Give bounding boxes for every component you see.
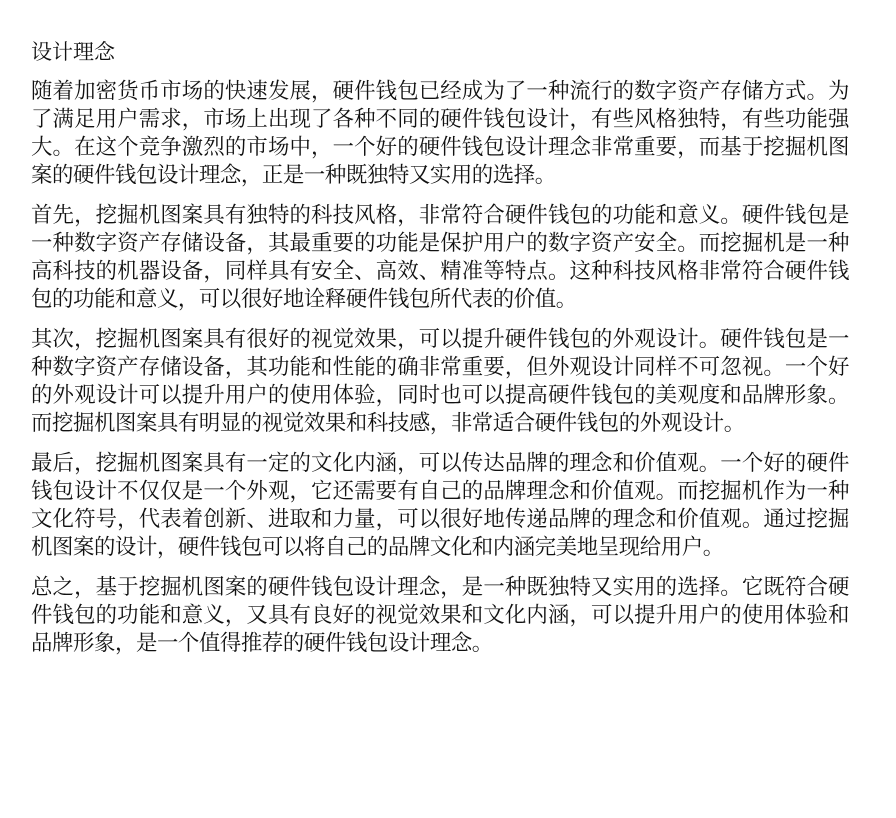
paragraph-first: 首先，挖掘机图案具有独特的科技风格，非常符合硬件钱包的功能和意义。硬件钱包是一种数字资产存储设备，其最重要的功能是保护用户的数字资产安全。而挖掘机是一种高科技的机器设备，同样具有安全、高效、精准等特点。这种科技风格非常符合硬件钱包的功能和意义，可以很好地诠释硬件钱包所代表的价值。 [31, 203, 849, 312]
paragraph-conclusion: 总之，基于挖掘机图案的硬件钱包设计理念，是一种既独特又实用的选择。它既符合硬件钱包的功能和意义，又具有良好的视觉效果和文化内涵，可以提升用户的使用体验和品牌形象，是一个值得推荐的硬件钱包设计理念。 [31, 575, 849, 656]
document-body [31, 38, 849, 670]
document-title: 设计理念 [31, 40, 115, 64]
paragraph-last: 最后，挖掘机图案具有一定的文化内涵，可以传达品牌的理念和价值观。一个好的硬件钱包设计不仅仅是一个外观，它还需要有自己的品牌理念和价值观。而挖掘机作为一种文化符号，代表着创新、进取和力量，可以很好地传递品牌的理念和价值观。通过挖掘机图案的设计，硬件钱包可以将自己的品牌文化和内涵完美地呈现给用户。 [31, 451, 849, 560]
paragraph-second: 其次，挖掘机图案具有很好的视觉效果，可以提升硬件钱包的外观设计。硬件钱包是一种数字资产存储设备，其功能和性能的确非常重要，但外观设计同样不可忽视。一个好的外观设计可以提升用户的使用体验，同时也可以提高硬件钱包的美观度和品牌形象。而挖掘机图案具有明显的视觉效果和科技感，非常适合硬件钱包的外观设计。 [31, 327, 849, 436]
paragraph-intro: 随着加密货币市场的快速发展，硬件钱包已经成为了一种流行的数字资产存储方式。为了满足用户需求，市场上出现了各种不同的硬件钱包设计，有些风格独特，有些功能强大。在这个竞争激烈的市场中，一个好的硬件钱包设计理念非常重要，而基于挖掘机图案的硬件钱包设计理念，正是一种既独特又实用的选择。 [31, 79, 849, 188]
